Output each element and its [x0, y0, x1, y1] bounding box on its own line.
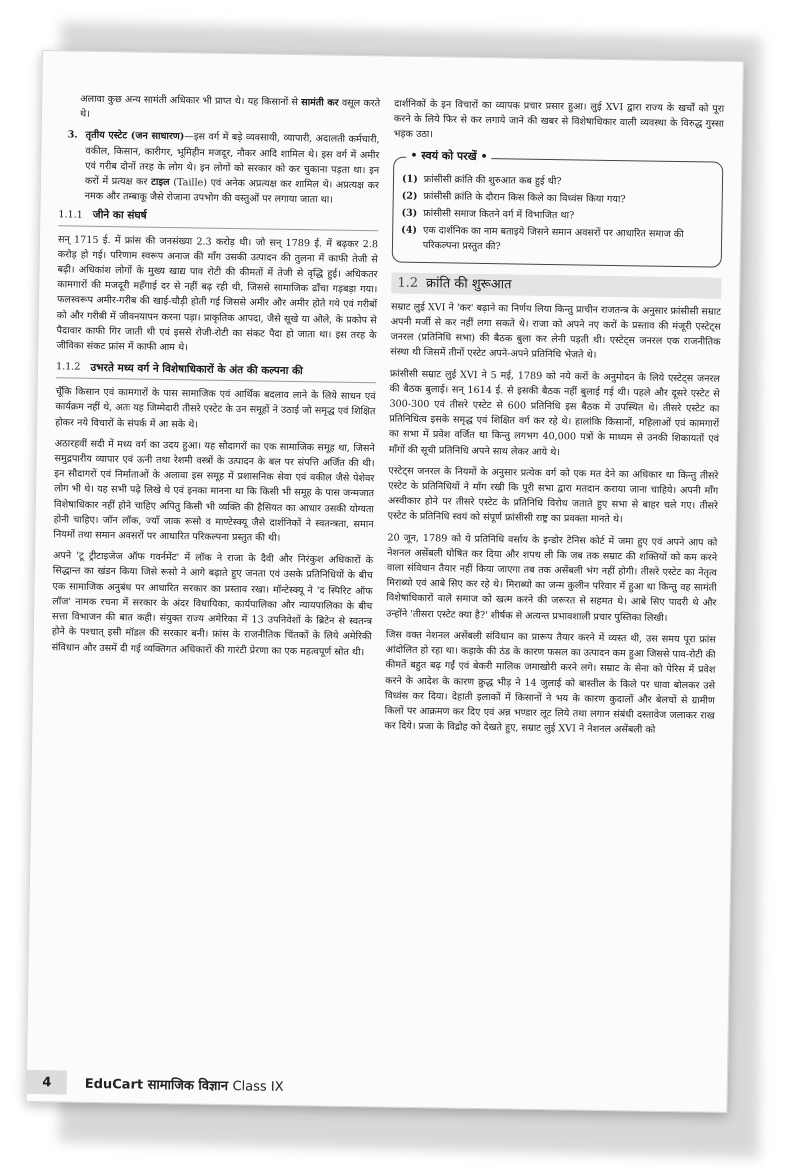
section-title: जीने का संघर्ष — [92, 209, 147, 223]
question-number: (4) — [401, 224, 418, 237]
intro-text-rest: वसूल करते थे। — [79, 97, 381, 120]
section-title: उभरते मध्य वर्ग ने विशेषाधिकारों के अंत की कल्पना की — [90, 362, 303, 378]
question-text: फ्रांसीसी क्रांति की शुरुआत कब हुई थी? — [423, 173, 562, 187]
section-heading-1-2 — [391, 272, 721, 298]
question-number: (2) — [401, 190, 418, 202]
right-column — [384, 97, 724, 745]
intro-bold-term: सामंती कर — [301, 97, 339, 109]
paragraph-middle-2: अठारहवीं सदी में मध्य वर्ग का उदय हुआ। यह सौदागरों का एक सामाजिक समूह था, जिसने समुद्रपारीय व्यापार एवं ऊनी तथा रेशमी वस्त्रों के उत्पादन के बल पर संपत्ति अर्जित की थी। इन सौदागरों एवं निर्माताओं के अलावा इस समूह में प्रशासनिक सेवा एवं वकील जैसे पेशेवर लोग भी थे। यह सभी पढ़े लिखे थे एवं इनका मानना था कि किसी भी समूह के पास जन्मजात विशेषाधिकार नहीं होने चाहिए अपितु किसी भी व्यक्ति की हैसियत का आधार उसकी योग्यता होनी चाहिए। जॉन लॉक, ज्याँ जाक रूसो व माण्टेस्क्यू जैसे दार्शनिकों ने स्वतन्त्रता, समान नियमों तथा समान अवसरों पर आधारित परिकल्पना प्रस्तुत की थी। — [53, 438, 375, 544]
paragraph-survival: सन् 1715 ई. में फ्रांस की जनसंख्या 2.3 करोड़ थी। जो सन् 1789 ई. में बढ़कर 2.8 करोड़ हो गई। परिणाम स्वरूप अनाज की माँग उसकी उत्पादन की तुलना में काफी तेजी से बढ़ी। अधिकांश लोगों के मुख्य खाद्य पाव रोटी की कीमतों में तेजी से वृद्धि हुई। अधिकतर कामगारों की मजदूरी महँगाई दर से नहीं बढ़ रही थी, जिससे सामाजिक ढाँचा गड़बड़ा गया। फलस्वरूप अमीर-गरीब की खाई-चौड़ी होती गई जिससे अमीर और अमीर होते गये एवं गरीबों को और गरीबी में जीवनयापन करना पड़ा। प्राकृतिक आपदा, जैसे सूखे या ओले, के प्रकोप से पैदावार काफी गिर जाती थी एवं इससे रोजी-रोटी का संकट पैदा हो जाता था। इस तरह के जीविका संकट फ्रांस में काफी आम थे। — [56, 233, 379, 354]
class-label: Class IX — [232, 1079, 284, 1095]
paragraph-3: एस्टेट्स जनरल के नियमों के अनुसार प्रत्येक वर्ग को एक मत देने का अधिकार था किन्तु तीसरे एस्टेट के प्रतिनिधियों ने माँग रखी कि पूरी सभा द्वारा मतदान कराया जाना चाहिये। अपनी माँग अस्वीकार होने पर तीसरे एस्टेट के प्रतिनिधि विरोध जताते हुए सभा से बाहर चले गए। तीसरे एस्टेट के प्रतिनिधि स्वयं को संपूर्ण फ्रांसीसी राष्ट्र का प्रवक्ता मानते थे। — [387, 465, 719, 526]
section-heading-1-1-2 — [56, 360, 376, 384]
textbook-page — [25, 50, 743, 1113]
question-text: फ्रांसीसी समाज कितने वर्ग में विभाजित था? — [423, 208, 575, 222]
self-check-title: • स्वयं को परखें • — [406, 147, 491, 164]
intro-text: अलावा कुछ अन्य सामंती अधिकार भी प्राप्त थे। यह किसानों से — [80, 93, 298, 109]
paragraph-2: फ्रांसीसी सम्राट लुई XVI ने 5 मई, 1789 को नये करों के अनुमोदन के लिये एस्टेट्स जनरल की बैठक बुलाई। सन् 1614 ई. से इसकी बैठक नहीं बुलाई गई थी। पहले और दूसरे एस्टेट से 300-300 एवं तीसरे एस्टेट से 600 प्रतिनिधि इस बैठक में उपस्थित थे। तीसरे एस्टेट का प्रतिनिधित्व इसके समृद्ध एवं शिक्षित वर्ग कर रहे थे। हालांकि किसानों, महिलाओं एवं कामगारों का सभा में प्रवेश वर्जित था किन्तु लगभग 40,000 पत्रों के माध्यम से उनकी शिकायतों एवं माँगों की सूची प्रतिनिधि अपने साथ लेकर आये थे। — [388, 368, 721, 458]
page-number: 4 — [27, 1070, 67, 1095]
taille-term: टाइल — [150, 176, 170, 189]
third-estate-text — [85, 128, 380, 209]
self-check-box — [392, 148, 724, 267]
paragraph-intro — [80, 92, 380, 127]
paragraph-5: जिस वक्त नेशनल असेंबली संविधान का प्रारूप तैयार करने में व्यस्त थी, उस समय पूरा फ्रांस आंदोलित हो रहा था। कड़ाके की ठंड के कारण फसल का उत्पादन कम हुआ जिससे पाव-रोटी की कीमतें बहुत बढ़ गईं एवं बेकरी मालिक जमाखोरी करने लगे। सम्राट के सेना को पेरिस में प्रवेश करने के आदेश के कारण क्रुद्ध भीड़ ने 14 जुलाई को बास्तील के किले पर धावा बोलकर उसे विध्वंस कर दिया। देहाती इलाकों में किसानों ने भय के कारण कुदालों और बेलचों से ग्रामीण किलों पर आक्रमण कर दिए एवं अन्न भण्डार लूट लिये तथा लगान संबंधी दस्तावेज जलाकर राख कर दिये। प्रजा के विद्रोह को देखते हुए, सम्राट लुई XVI ने नेशनल असेंबली को — [384, 629, 716, 736]
paragraph-top: दार्शनिकों के इन विचारों का व्यापक प्रचार प्रसार हुआ। लुई XVI द्वारा राज्य के खर्चों को पूरा करने के लिये फिर से कर लगाये जाने की खबर से विशेषाधिकार वाली व्यवस्था के विरुद्ध गुस्सा भड़क उठा। — [393, 98, 725, 141]
list-number: 3. — [67, 129, 78, 141]
paragraph-4: 20 जून, 1789 को ये प्रतिनिधि वर्साय के इन्डोर टेनिस कोर्ट में जमा हुए एवं अपने आप को नेशनल असेंबली घोषित कर दिया और शपथ ली कि जब तक सम्राट की शक्तियों को कम करने वाला संविधान तैयार नहीं किया जाएगा तब तक असेंबली भंग नहीं होगी। तीसरे एस्टेट का नेतृत्व मिराब्यो एवं आबे सिए कर रहे थे। मिराब्यो का जन्म कुलीन परिवार में हुआ था किन्तु वह सामंती विशेषाधिकारों वाले समाज को खत्म करने की जरूरत से सहमत थे। आबे सिए पादरी थे और उन्होंने 'तीसरा एस्टेट क्या है?' शीर्षक से अत्यन्त प्रभावशाली प्रचार पुस्तिका लिखी। — [386, 532, 718, 624]
footer-brand — [85, 1074, 284, 1095]
third-estate-desc: —इस वर्ग में बड़े व्यवसायी, व्यापारी, अदालती कर्मचारी, वकील, किसान, कारीगर, भूमिहीन मजदूर, नौकर आदि शामिल थे। इस वर्ग में अमीर एवं गरीब दोनों तरह के लोग थे। इन लोगों को सरकार को कर चुकाना पड़ता था। इन करों में प्रत्यक्ष कर — [84, 131, 380, 188]
question-number: (1) — [401, 173, 418, 185]
section-title: क्रांति की शुरूआत — [425, 275, 512, 293]
section-number: 1.2 — [397, 275, 419, 291]
question-text: फ्रांसीसी क्रांति के दौरान किस किले का विध्वंस किया गया? — [423, 190, 626, 205]
subject-name: सामाजिक विज्ञान — [147, 1077, 229, 1095]
paragraph-1: सम्राट लुई XVI ने 'कर' बढ़ाने का निर्णय लिया किन्तु प्राचीन राजतन्त्र के अनुसार फ्रांसीसी सम्राट अपनी मर्जी से कर नहीं लगा सकते थे। राजा को अपने नए करों के प्रस्ताव की मंजूरी एस्टेट्स जनरल (प्रतिनिधि सभा) की बैठक बुला कर लेनी पड़ती थी। एस्टेट्स जनरल एक राजनीतिक संस्था थी जिसमें तीनों एस्टेट अपने-अपने प्रतिनिधि भेजते थे। — [390, 301, 722, 362]
section-number: 1.1.1 — [58, 209, 83, 222]
list-item-third-estate — [67, 128, 380, 209]
question-text: एक दार्शनिक का नाम बताइये जिसने समान अवसरों पर आधारित समाज की परिकल्पना प्रस्तुत की? — [422, 225, 684, 253]
section-heading-1-1-1 — [58, 208, 378, 231]
third-estate-title: तृतीय एस्टेट (जन साधारण) — [85, 130, 185, 143]
brand-logo-text: EduCart — [84, 1076, 144, 1093]
question-item — [401, 223, 713, 258]
left-column — [51, 91, 380, 666]
question-number: (3) — [401, 207, 418, 219]
paragraph-middle-1: चूँकि किसान एवं कामगारों के पास सामाजिक एवं आर्थिक बदलाव लाने के लिये साधन एवं कार्यक्रम नहीं थे, अतः यह जिम्मेदारी तीसरे एस्टेट के उन समूहों ने उठाई जो समृद्ध एवं शिक्षित होकर नये विचारों के संपर्क में आ सके थे। — [55, 386, 376, 431]
third-estate-desc-rest: (Taille) एवं अनेक अप्रत्यक्ष कर शामिल थे। अप्रत्यक्ष कर नमक और तम्बाकू जैसे रोजाना उपभोग की वस्तुओं पर लगाया जाता था। — [84, 177, 380, 206]
paragraph-middle-3: अपने 'टू ट्रीटाइजेज ऑफ गवर्नमेंट' में लॉक ने राजा के दैवी और निरंकुश अधिकारों के सिद्धान्त का खंडन किया जिसे रूसो ने आगे बढ़ाते हुए जनता एवं उसके प्रतिनिधियों के बीच एक सामाजिक अनुबंध पर आधारित सरकार का प्रस्ताव रखा। मॉन्टेस्क्यू ने 'द स्पिरिट ऑफ लॉज' नामक रचना में सरकार के अंदर विधायिका, कार्यपालिका और न्यायपालिका के बीच सत्ता विभाजन की बात कही। संयुक्त राज्य अमेरिका में 13 उपनिवेशों के ब्रिटेन से स्वतन्त्र होने के पश्चात् इसी मॉडल की सरकार बनी। फ्रांस के राजनीतिक चिंतकों के लिये अमेरिकी संविधान और उसमें दी गई व्यक्तिगत अधिकारों की गारंटी प्रेरणा का एक महत्वपूर्ण स्रोत थी। — [51, 550, 374, 658]
section-number: 1.1.2 — [55, 361, 81, 373]
